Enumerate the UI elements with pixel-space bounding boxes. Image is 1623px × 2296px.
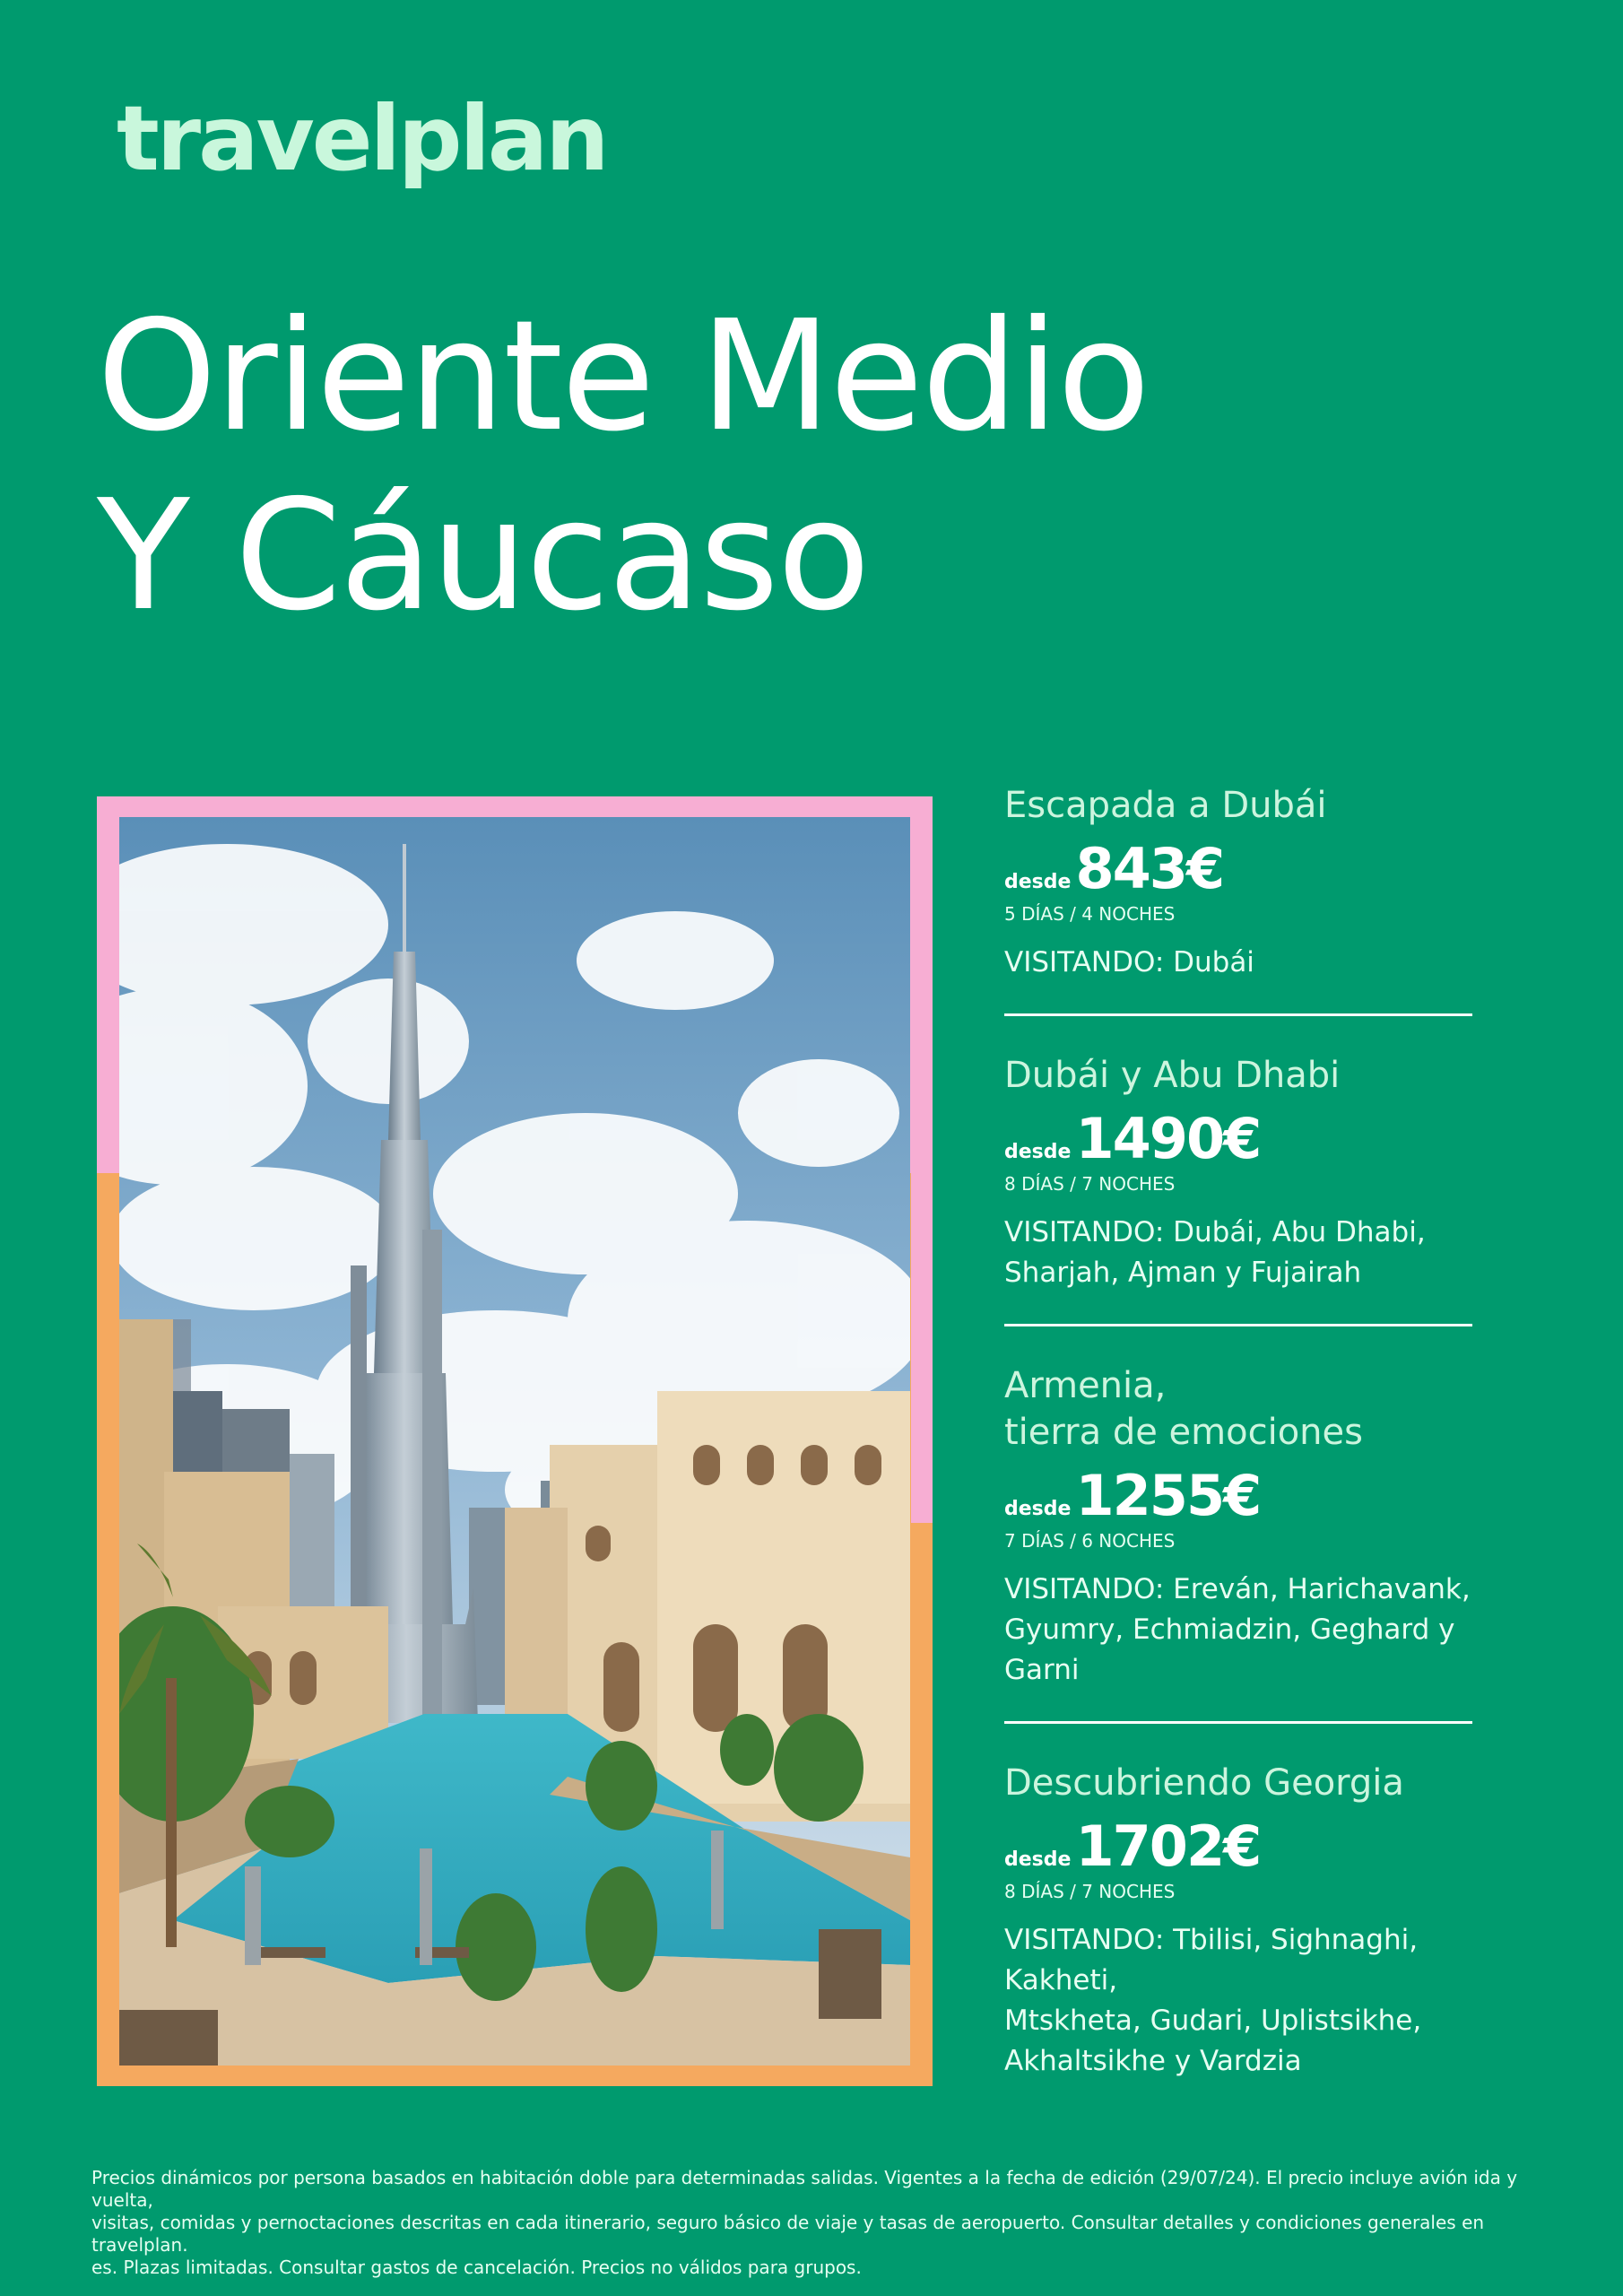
dubai-photo [119, 817, 910, 2066]
price-line [1004, 1813, 1506, 1879]
price-line [1004, 836, 1506, 901]
offer-dubai-abudhabi[interactable] [1004, 1052, 1506, 1293]
offer-dubai-escape[interactable] [1004, 782, 1506, 983]
offers-list [1004, 782, 1506, 2082]
price-from-label: desde [1004, 871, 1072, 893]
price-value: 1702€ [1075, 1813, 1261, 1879]
offer-title[interactable]: Escapada a Dubái [1004, 785, 1327, 826]
trip-duration: 5 DÍAS / 4 NOCHES [1004, 903, 1176, 925]
price-value: 1255€ [1075, 1463, 1261, 1528]
offer-title[interactable]: Descubriendo Georgia [1004, 1762, 1404, 1804]
visiting-list: VISITANDO: Dubái, Abu Dhabi, Sharjah, Ajman y Fujairah [1004, 1216, 1426, 1289]
photo-frame [97, 796, 933, 2086]
trip-duration: 8 DÍAS / 7 NOCHES [1004, 1173, 1176, 1195]
price-value: 843€ [1075, 836, 1224, 901]
divider [1004, 1721, 1472, 1724]
trip-duration: 8 DÍAS / 7 NOCHES [1004, 1881, 1176, 1902]
visiting-list: VISITANDO: Dubái [1004, 946, 1254, 978]
price-from-label: desde [1004, 1141, 1072, 1163]
page-title [97, 287, 1149, 646]
price-from-label: desde [1004, 1498, 1072, 1520]
title-line-2: Y Cáucaso [97, 467, 869, 645]
travelplan-logo[interactable]: travelplan [117, 86, 607, 191]
title-line-1: Oriente Medio [97, 288, 1149, 465]
offer-title[interactable]: Dubái y Abu Dhabi [1004, 1055, 1341, 1096]
price-line [1004, 1463, 1506, 1528]
visiting-list: VISITANDO: Tbilisi, Sighnaghi, Kakheti, Mtskheta, Gudari, Uplistsikhe, Akhaltsikhe y Vardzia [1004, 1924, 1422, 2077]
trip-duration: 7 DÍAS / 6 NOCHES [1004, 1530, 1176, 1552]
price-value: 1490€ [1075, 1106, 1261, 1171]
divider [1004, 1324, 1472, 1326]
price-from-label: desde [1004, 1848, 1072, 1871]
offer-georgia[interactable] [1004, 1760, 1506, 2082]
offer-armenia[interactable] [1004, 1362, 1506, 1691]
divider [1004, 1013, 1472, 1016]
visiting-list: VISITANDO: Ereván, Harichavank, Gyumry, Echmiadzin, Geghard y Garni [1004, 1573, 1471, 1686]
price-line [1004, 1106, 1506, 1171]
offer-title[interactable]: Armenia, tierra de emociones [1004, 1365, 1363, 1453]
legal-disclaimer: Precios dinámicos por persona basados en habitación doble para determinadas salidas. Vigentes a la fecha de edición (29/07/24). El precio incluye avión ida y vuelta, visitas, comidas y pernoctaciones descritas en cada itinerario, seguro básico de viaje y tasas de aeropuerto. Consultar detalles y condiciones generales en travelplan. es. Plazas limitadas. Consultar gastos de cancelación. Precios no válidos para grupos. [91, 2167, 1518, 2278]
